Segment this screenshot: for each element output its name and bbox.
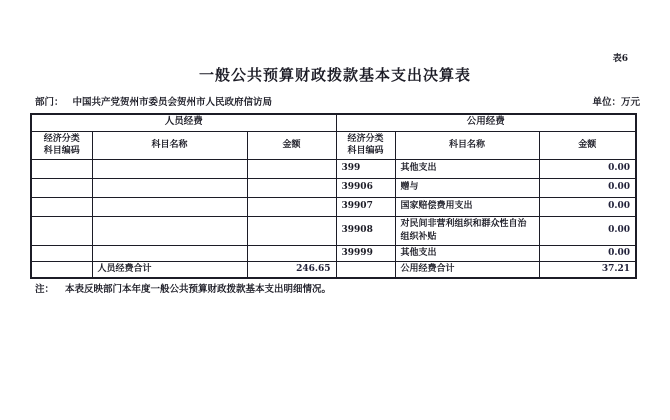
cell-code (31, 245, 92, 261)
table-tag: 表6 (612, 54, 628, 64)
group-header-row (31, 114, 636, 131)
group-header-personnel: 人员经费 (31, 114, 336, 131)
group-header-public: 公用经费 (336, 114, 636, 131)
public-total-amount: 37.21 (539, 261, 636, 278)
cell-code (31, 197, 92, 216)
cell-code (31, 216, 92, 245)
page-title: 一般公共预算财政拨款基本支出决算表 (198, 66, 471, 84)
cell-code: 39907 (336, 197, 395, 216)
footnote (35, 281, 331, 295)
totals-row (31, 261, 636, 278)
cell-name: 国家赔偿费用支出 (395, 197, 539, 216)
cell-amount: 0.00 (539, 197, 636, 216)
table-row (31, 197, 636, 216)
cell-name (92, 178, 247, 197)
department-label: 部门： (35, 97, 64, 108)
cell-code (31, 261, 92, 278)
col-header-code-left: 经济分类 科目编码 (31, 131, 92, 159)
cell-code (336, 261, 395, 278)
col-header-amount-left: 金额 (247, 131, 336, 159)
cell-amount: 0.00 (539, 216, 636, 245)
cell-code: 39999 (336, 245, 395, 261)
cell-code (31, 159, 92, 178)
cell-amount (247, 159, 336, 178)
cell-amount (247, 178, 336, 197)
personnel-total-label: 人员经费合计 (92, 261, 247, 278)
cell-amount (247, 216, 336, 245)
department-value: 中国共产党贺州市委员会贺州市人民政府信访局 (72, 97, 273, 108)
cell-code: 399 (336, 159, 395, 178)
cell-amount (247, 245, 336, 261)
cell-amount (247, 197, 336, 216)
budget-table (30, 113, 637, 279)
cell-amount: 0.00 (539, 159, 636, 178)
department-line (35, 94, 272, 108)
col-header-code-right: 经济分类 科目编码 (336, 131, 395, 159)
col-header-amount-right: 金额 (539, 131, 636, 159)
personnel-total-amount: 246.65 (247, 261, 336, 278)
unit-label: 单位：万元 (592, 97, 640, 108)
cell-name: 赠与 (395, 178, 539, 197)
cell-code (31, 178, 92, 197)
cell-name (92, 197, 247, 216)
cell-name: 其他支出 (395, 245, 539, 261)
cell-amount: 0.00 (539, 178, 636, 197)
footnote-label: 注： (35, 284, 55, 295)
public-total-label: 公用经费合计 (395, 261, 539, 278)
footnote-text: 本表反映部门本年度一般公共预算财政拨款基本支出明细情况。 (65, 284, 332, 295)
table-row (31, 159, 636, 178)
table-row (31, 245, 636, 261)
cell-name (92, 159, 247, 178)
column-header-row (31, 131, 636, 159)
meta-row (35, 94, 640, 108)
table-row (31, 178, 636, 197)
cell-name: 其他支出 (395, 159, 539, 178)
cell-name (92, 245, 247, 261)
col-header-name-left: 科目名称 (92, 131, 247, 159)
table-row (31, 216, 636, 245)
cell-code: 39906 (336, 178, 395, 197)
cell-name: 对民间非营利组织和群众性自治组织补贴 (395, 216, 539, 245)
col-header-name-right: 科目名称 (395, 131, 539, 159)
cell-amount: 0.00 (539, 245, 636, 261)
cell-name (92, 216, 247, 245)
cell-code: 39908 (336, 216, 395, 245)
